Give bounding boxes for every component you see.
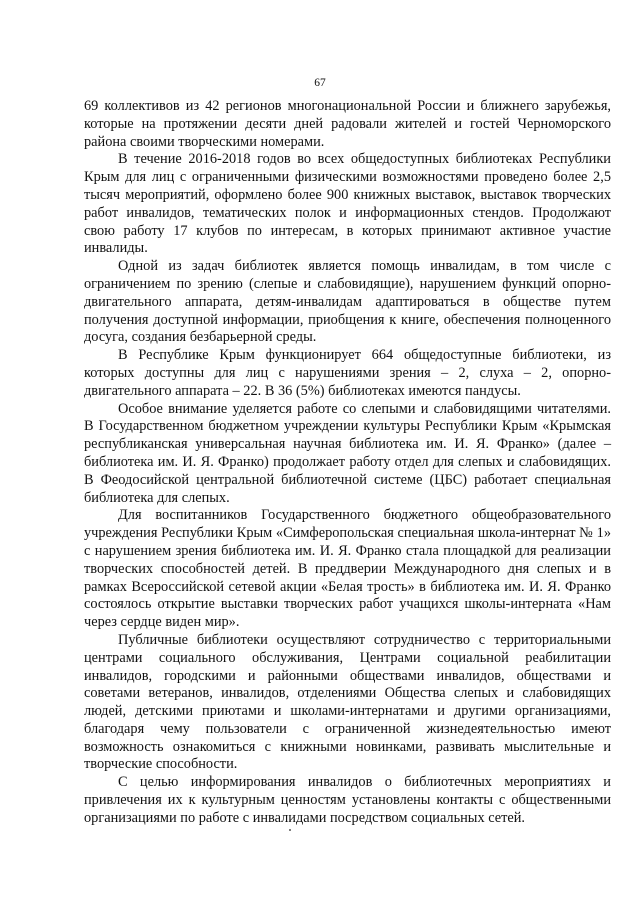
scan-speck <box>289 829 291 831</box>
paragraph-3: Одной из задач библиотек является помощь инвалидам, в том числе с ограничением по зрению (слепые и слабовидящие), нарушением функций опорно-двигательного аппарата, детям-инвалидам адаптироваться в обществе путем получения доступной информации, приобщения к книге, обеспечения полноценного досуга, создания безбарьерной среды. <box>84 258 611 346</box>
paragraph-8: С целью информирования инвалидов о библиотечных мероприятиях и привлечения их к культурным ценностям установлены контакты с общественными организациями по работе с инвалидами посредством социальных сетей. <box>84 774 611 826</box>
paragraph-7: Публичные библиотеки осуществляют сотрудничество с территориальными центрами социального обслуживания, Центрами социальной реабилитации инвалидов, городскими и районными обществами инвалидов, обществами и советами ветеранов, инвалидов, отделениями Общества слепых и слабовидящих людей, детскими приютами и школами-интернатами и другими организациями, благодаря чему пользователи с ограниченной жизнедеятельностью имеют возможность ознакомиться с книжными новинками, развивать мыслительные и творческие способности. <box>84 631 611 773</box>
paragraph-5: Особое внимание уделяется работе со слепыми и слабовидящими читателями. В Государственном бюджетном учреждении культуры Республики Крым «Крымская республиканская универсальная научная библиотека им. И. Я. Франко» (далее – библиотека им. И. Я. Франко) продолжает работу отдел для слепых и слабовидящих. В Феодосийской центральной библиотечной системе (ЦБС) работает специальная библиотека для слепых. <box>84 400 611 506</box>
paragraph-6: Для воспитанников Государственного бюджетного общеобразовательного учреждения Республики Крым «Симферопольская специальная школа-интернат № 1» с нарушением зрения библиотека им. И. Я. Франко стала площадкой для реализации творческих способностей детей. В преддверии Международного дня слепых и в рамках Всероссийской сетевой акции «Белая трость» в библиотека им. И. Я. Франко состоялось открытие выставки творческих работ учащихся школы-интерната «Нам через сердце виден мир». <box>84 507 611 631</box>
paragraph-2: В течение 2016-2018 годов во всех общедоступных библиотеках Республики Крым для лиц с ограниченными физическими возможностями проведено более 2,5 тысяч мероприятий, оформлено более 900 книжных выставок, выставок творческих работ инвалидов, тематических полок и информационных стендов. Продолжают свою работу 17 клубов по интересам, в которых принимают активное участие инвалиды. <box>84 151 611 257</box>
page-number: 67 <box>314 77 326 89</box>
paragraph-1: 69 коллективов из 42 регионов многонациональной России и ближнего зарубежья, которые на протяжении десяти дней радовали жителей и гостей Черноморского района своими творческими номерами. <box>84 98 611 150</box>
page-body <box>84 98 611 828</box>
paragraph-4: В Республике Крым функционирует 664 общедоступные библиотеки, из которых доступны для лиц с нарушениями зрения – 2, слуха – 2, опорно-двигательного аппарата – 22. В 36 (5%) библиотеках имеются пандусы. <box>84 347 611 399</box>
